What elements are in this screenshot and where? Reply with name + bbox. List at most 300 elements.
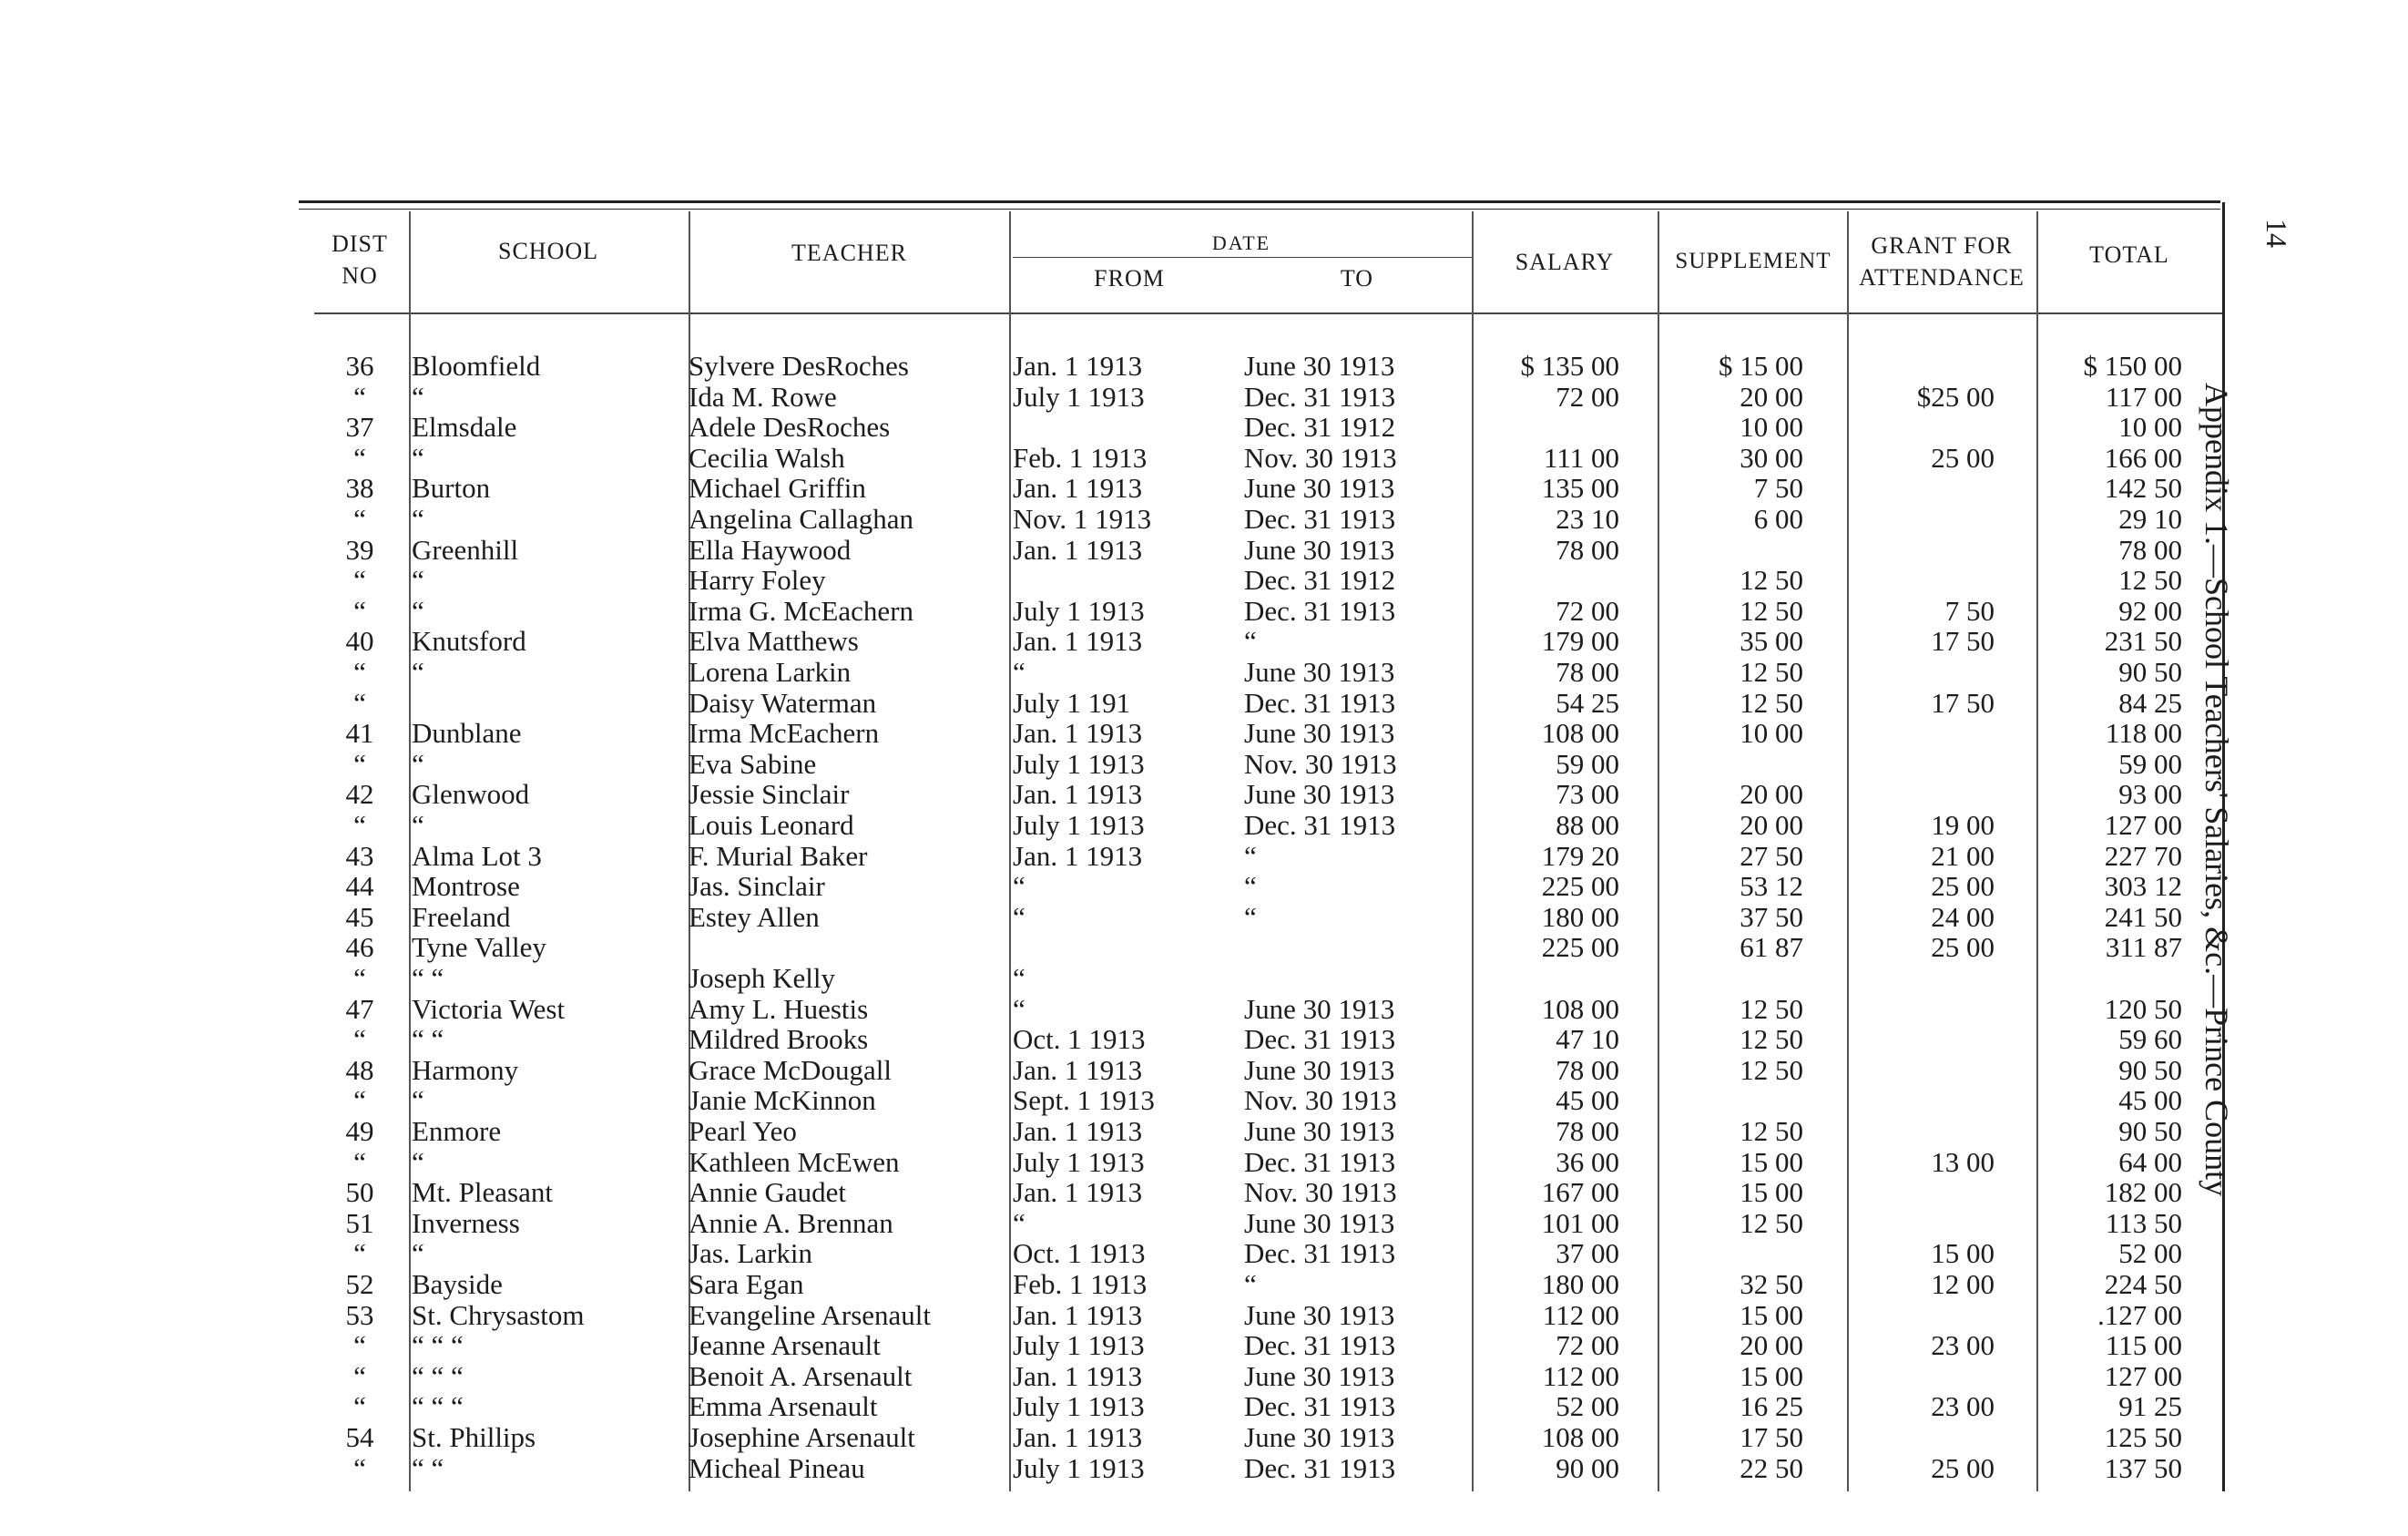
cell-salary: 225 00 xyxy=(1541,931,1619,964)
cell-school: Dunblane xyxy=(412,717,522,750)
cell-grant: 12 00 xyxy=(1931,1268,1995,1300)
cell-from: July 1 1913 xyxy=(1013,1451,1145,1484)
cell-from: Oct. 1 1913 xyxy=(1013,1237,1146,1270)
cell-total: 113 50 xyxy=(2105,1206,2182,1239)
cell-total: 117 00 xyxy=(2105,380,2182,413)
cell-grant: 23 00 xyxy=(1931,1390,1995,1423)
cell-school: “ “ “ xyxy=(412,1359,464,1392)
cell-school: Burton xyxy=(412,472,491,505)
cell-salary: 179 20 xyxy=(1541,839,1619,872)
cell-from: Jan. 1 1913 xyxy=(1013,1115,1143,1147)
cell-supplement: 10 00 xyxy=(1740,717,1803,750)
cell-school: Victoria West xyxy=(412,992,566,1025)
header-salary: SALARY xyxy=(1515,249,1615,275)
cell-salary: 112 00 xyxy=(1542,1359,1619,1392)
cell-grant: 15 00 xyxy=(1931,1237,1995,1270)
cell-salary: 23 10 xyxy=(1556,503,1619,535)
cell-total: 142 50 xyxy=(2104,472,2182,505)
cell-teacher: Annie Gaudet xyxy=(689,1176,847,1209)
cell-from: Jan. 1 1913 xyxy=(1013,350,1143,382)
header-from: FROM xyxy=(1094,265,1165,292)
cell-school: Montrose xyxy=(412,870,520,903)
cell-total: 137 50 xyxy=(2104,1451,2182,1484)
cell-school: Bloomfield xyxy=(412,350,541,382)
cell-supplement: 20 00 xyxy=(1740,1329,1803,1362)
cell-teacher: Jessie Sinclair xyxy=(689,778,850,811)
cell-teacher: Josephine Arsenault xyxy=(689,1421,915,1453)
cell-to: “ xyxy=(1244,900,1257,933)
cell-supplement: 12 50 xyxy=(1740,1053,1803,1086)
cell-salary: 180 00 xyxy=(1541,1268,1619,1300)
cell-from: Sept. 1 1913 xyxy=(1013,1084,1155,1117)
cell-from: Nov. 1 1913 xyxy=(1013,503,1152,535)
cell-salary: 78 00 xyxy=(1556,656,1619,688)
cell-supplement: 53 12 xyxy=(1740,870,1803,903)
cell-from: “ xyxy=(1013,992,1025,1025)
cell-from: July 1 1913 xyxy=(1013,747,1145,780)
cell-salary: 101 00 xyxy=(1541,1206,1619,1239)
cell-school: “ “ “ xyxy=(412,1390,464,1423)
header-school: SCHOOL xyxy=(497,238,598,264)
cell-teacher: Lorena Larkin xyxy=(689,656,852,688)
cell-salary: 180 00 xyxy=(1541,900,1619,933)
cell-supplement: 12 50 xyxy=(1740,686,1803,719)
cell-to: “ xyxy=(1244,839,1257,872)
header-teacher: TEACHER xyxy=(791,240,907,266)
cell-from: July 1 191 xyxy=(1013,686,1131,719)
cell-teacher: Jas. Sinclair xyxy=(689,870,825,903)
cell-salary: 108 00 xyxy=(1541,1421,1619,1453)
cell-to: Dec. 31 1913 xyxy=(1244,594,1396,627)
cell-school: Enmore xyxy=(412,1115,502,1147)
cell-total: 59 60 xyxy=(2118,1023,2182,1056)
cell-salary: 90 00 xyxy=(1556,1451,1619,1484)
cell-dist: “ xyxy=(353,564,366,597)
cell-from: Jan. 1 1913 xyxy=(1013,1053,1143,1086)
cell-from: “ xyxy=(1013,900,1025,933)
cell-teacher: Kathleen McEwen xyxy=(689,1145,900,1178)
cell-from: Jan. 1 1913 xyxy=(1013,839,1143,872)
cell-grant: 25 00 xyxy=(1931,1451,1995,1484)
cell-salary: 59 00 xyxy=(1556,747,1619,780)
cell-dist: “ xyxy=(353,747,366,780)
cell-dist: “ xyxy=(353,809,366,841)
cell-total: 90 50 xyxy=(2118,1115,2182,1147)
cell-dist: 46 xyxy=(345,931,374,964)
cell-dist: 43 xyxy=(345,839,374,872)
cell-teacher: Irma McEachern xyxy=(689,717,880,750)
cell-teacher: Cecilia Walsh xyxy=(689,441,845,474)
cell-salary: 88 00 xyxy=(1556,809,1619,841)
cell-dist: “ xyxy=(353,503,366,535)
cell-dist: 40 xyxy=(345,625,374,658)
cell-dist: 45 xyxy=(345,900,374,933)
cell-supplement: 12 50 xyxy=(1740,564,1803,597)
cell-total: 93 00 xyxy=(2118,778,2182,811)
header-grant-line2: ATTENDANCE xyxy=(1859,264,2025,292)
cell-salary: 225 00 xyxy=(1541,870,1619,903)
cell-school: “ xyxy=(412,564,424,597)
header-grant-line1: GRANT FOR xyxy=(1871,232,2013,259)
cell-teacher: Annie A. Brennan xyxy=(689,1206,893,1239)
cell-supplement: $ 15 00 xyxy=(1719,350,1803,382)
cell-school: Alma Lot 3 xyxy=(412,839,542,872)
cell-salary: 73 00 xyxy=(1556,778,1619,811)
cell-to: June 30 1913 xyxy=(1244,717,1395,750)
cell-total: 231 50 xyxy=(2104,625,2182,658)
cell-school: Inverness xyxy=(412,1206,520,1239)
cell-to: June 30 1913 xyxy=(1244,992,1395,1025)
cell-from: Feb. 1 1913 xyxy=(1013,1268,1148,1300)
cell-total: $ 150 00 xyxy=(2083,350,2182,382)
cell-salary: 72 00 xyxy=(1556,380,1619,413)
cell-supplement: 22 50 xyxy=(1740,1451,1803,1484)
cell-supplement: 15 00 xyxy=(1740,1145,1803,1178)
cell-dist: “ xyxy=(353,1451,366,1484)
cell-salary: 52 00 xyxy=(1556,1390,1619,1423)
cell-school: Greenhill xyxy=(412,533,519,566)
cell-salary: 78 00 xyxy=(1556,1115,1619,1147)
header-supplement: SUPPLEMENT xyxy=(1675,249,1832,273)
cell-total: 118 00 xyxy=(2105,717,2182,750)
cell-dist: “ xyxy=(353,1084,366,1117)
cell-total: 92 00 xyxy=(2118,594,2182,627)
cell-school: “ “ xyxy=(412,1023,444,1056)
cell-salary: 54 25 xyxy=(1556,686,1619,719)
cell-to: Dec. 31 1913 xyxy=(1244,1390,1396,1423)
cell-to: Dec. 31 1913 xyxy=(1244,1023,1396,1056)
cell-dist: 47 xyxy=(345,992,374,1025)
cell-to: “ xyxy=(1244,625,1257,658)
cell-supplement: 6 00 xyxy=(1753,503,1803,535)
cell-from: Jan. 1 1913 xyxy=(1013,717,1143,750)
cell-supplement: 15 00 xyxy=(1740,1298,1803,1331)
cell-salary: 167 00 xyxy=(1541,1176,1619,1209)
cell-school: “ xyxy=(412,1145,424,1178)
cell-school: “ xyxy=(412,594,424,627)
cell-supplement: 17 50 xyxy=(1740,1421,1803,1453)
cell-to: Dec. 31 1913 xyxy=(1244,1145,1396,1178)
cell-grant: 17 50 xyxy=(1931,625,1995,658)
cell-from: Jan. 1 1913 xyxy=(1013,1421,1143,1453)
cell-to: Dec. 31 1913 xyxy=(1244,1237,1396,1270)
cell-to: Nov. 30 1913 xyxy=(1244,747,1397,780)
cell-total: 29 10 xyxy=(2118,503,2182,535)
cell-salary: 78 00 xyxy=(1556,533,1619,566)
cell-to: Nov. 30 1913 xyxy=(1244,441,1397,474)
cell-supplement: 12 50 xyxy=(1740,1206,1803,1239)
cell-dist: 39 xyxy=(345,533,374,566)
cell-supplement: 27 50 xyxy=(1740,839,1803,872)
cell-total: 64 00 xyxy=(2118,1145,2182,1178)
cell-supplement: 10 00 xyxy=(1740,411,1803,444)
cell-dist: 54 xyxy=(345,1421,374,1453)
cell-total: 303 12 xyxy=(2104,870,2182,903)
cell-to: June 30 1913 xyxy=(1244,472,1395,505)
cell-dist: 53 xyxy=(345,1298,374,1331)
cell-total: 311 87 xyxy=(2105,931,2182,964)
cell-dist: “ xyxy=(353,1145,366,1178)
cell-supplement: 16 25 xyxy=(1740,1390,1803,1423)
cell-dist: 37 xyxy=(345,411,374,444)
cell-school: “ xyxy=(412,656,424,688)
header-total: TOTAL xyxy=(2089,241,2169,268)
cell-from: “ xyxy=(1013,962,1025,994)
cell-total: 12 50 xyxy=(2118,564,2182,597)
cell-salary: 45 00 xyxy=(1556,1084,1619,1117)
cell-from: Jan. 1 1913 xyxy=(1013,533,1143,566)
cell-to: “ xyxy=(1244,1268,1257,1300)
date-sub-rule xyxy=(1013,257,1473,258)
cell-teacher: Ida M. Rowe xyxy=(689,380,837,413)
cell-supplement: 35 00 xyxy=(1740,625,1803,658)
cell-from: July 1 1913 xyxy=(1013,380,1145,413)
cell-dist: 49 xyxy=(345,1115,374,1147)
cell-dist: 38 xyxy=(345,472,374,505)
cell-from: Jan. 1 1913 xyxy=(1013,1359,1143,1392)
cell-total: 120 50 xyxy=(2104,992,2182,1025)
cell-salary: 111 00 xyxy=(1544,441,1619,474)
header-dist xyxy=(314,228,405,292)
header-to: TO xyxy=(1340,265,1374,292)
cell-from: Jan. 1 1913 xyxy=(1013,472,1143,505)
cell-total: 166 00 xyxy=(2104,441,2182,474)
cell-salary: $ 135 00 xyxy=(1520,350,1619,382)
cell-grant: 17 50 xyxy=(1931,686,1995,719)
top-rule-thin xyxy=(299,209,2220,210)
cell-total: 115 00 xyxy=(2105,1329,2182,1362)
cell-grant: 24 00 xyxy=(1931,900,1995,933)
cell-supplement: 20 00 xyxy=(1740,778,1803,811)
cell-to: June 30 1913 xyxy=(1244,1115,1395,1147)
cell-school: “ xyxy=(412,1237,424,1270)
cell-from: Oct. 1 1913 xyxy=(1013,1023,1146,1056)
cell-salary: 72 00 xyxy=(1556,1329,1619,1362)
cell-supplement: 7 50 xyxy=(1753,472,1803,505)
cell-total: 59 00 xyxy=(2118,747,2182,780)
cell-supplement: 12 50 xyxy=(1740,1023,1803,1056)
cell-from: Jan. 1 1913 xyxy=(1013,778,1143,811)
cell-dist: 52 xyxy=(345,1268,374,1300)
cell-from: Jan. 1 1913 xyxy=(1013,625,1143,658)
cell-salary: 108 00 xyxy=(1541,992,1619,1025)
cell-grant: 21 00 xyxy=(1931,839,1995,872)
cell-teacher: Angelina Callaghan xyxy=(689,503,914,535)
cell-teacher: Sylvere DesRoches xyxy=(689,350,909,382)
cell-to: June 30 1913 xyxy=(1244,350,1395,382)
cell-school: Freeland xyxy=(412,900,511,933)
cell-teacher: Amy L. Huestis xyxy=(689,992,869,1025)
cell-supplement: 61 87 xyxy=(1740,931,1803,964)
cell-grant: 25 00 xyxy=(1931,870,1995,903)
cell-teacher: Jas. Larkin xyxy=(689,1237,813,1270)
cell-teacher: Adele DesRoches xyxy=(689,411,891,444)
cell-dist: 50 xyxy=(345,1176,374,1209)
cell-grant: 19 00 xyxy=(1931,809,1995,841)
cell-supplement: 30 00 xyxy=(1740,441,1803,474)
cell-salary: 72 00 xyxy=(1556,594,1619,627)
cell-dist: “ xyxy=(353,656,366,688)
cell-school: “ xyxy=(412,1084,424,1117)
cell-total: 127 00 xyxy=(2104,809,2182,841)
cell-supplement: 20 00 xyxy=(1740,809,1803,841)
cell-teacher: Mildred Brooks xyxy=(689,1023,869,1056)
cell-from: July 1 1913 xyxy=(1013,1145,1145,1178)
cell-dist: “ xyxy=(353,1237,366,1270)
cell-to: Dec. 31 1913 xyxy=(1244,1329,1396,1362)
cell-from: Jan. 1 1913 xyxy=(1013,1298,1143,1331)
cell-school: Tyne Valley xyxy=(412,931,546,964)
cell-teacher: Ella Haywood xyxy=(689,533,852,566)
cell-supplement: 12 50 xyxy=(1740,992,1803,1025)
cell-dist: 51 xyxy=(345,1206,374,1239)
cell-dist: “ xyxy=(353,1023,366,1056)
cell-school: Bayside xyxy=(412,1268,503,1300)
cell-teacher: Estey Allen xyxy=(689,900,820,933)
cell-teacher: F. Murial Baker xyxy=(689,839,868,872)
header-dist-line1: DIST xyxy=(332,230,388,257)
cell-school: “ “ xyxy=(412,962,444,994)
cell-dist: 44 xyxy=(345,870,374,903)
cell-teacher: Louis Leonard xyxy=(689,809,854,841)
cell-teacher: Grace McDougall xyxy=(689,1053,892,1086)
cell-teacher: Daisy Waterman xyxy=(689,686,877,719)
cell-to: Dec. 31 1913 xyxy=(1244,380,1396,413)
cell-total: 10 00 xyxy=(2118,411,2182,444)
cell-from: “ xyxy=(1013,1206,1025,1239)
cell-total: 52 00 xyxy=(2118,1237,2182,1270)
cell-to: Nov. 30 1913 xyxy=(1244,1176,1397,1209)
cell-from: “ xyxy=(1013,656,1025,688)
cell-total: 241 50 xyxy=(2104,900,2182,933)
cell-to: June 30 1913 xyxy=(1244,1053,1395,1086)
cell-school: Elmsdale xyxy=(412,411,517,444)
cell-school: “ xyxy=(412,441,424,474)
cell-to: Dec. 31 1912 xyxy=(1244,411,1396,444)
cell-school: Glenwood xyxy=(412,778,530,811)
cell-salary: 112 00 xyxy=(1542,1298,1619,1331)
cell-teacher: Irma G. McEachern xyxy=(689,594,914,627)
cell-to: June 30 1913 xyxy=(1244,1359,1395,1392)
cell-supplement: 15 00 xyxy=(1740,1176,1803,1209)
cell-total: 45 00 xyxy=(2118,1084,2182,1117)
cell-grant: 23 00 xyxy=(1931,1329,1995,1362)
cell-dist: “ xyxy=(353,1359,366,1392)
cell-to: Nov. 30 1913 xyxy=(1244,1084,1397,1117)
cell-school: “ xyxy=(412,747,424,780)
cell-total: 84 25 xyxy=(2118,686,2182,719)
cell-to: “ xyxy=(1244,870,1257,903)
cell-from: July 1 1913 xyxy=(1013,1329,1145,1362)
cell-to: Dec. 31 1913 xyxy=(1244,809,1396,841)
cell-to: June 30 1913 xyxy=(1244,1298,1395,1331)
cell-school: “ xyxy=(412,809,424,841)
cell-total: 227 70 xyxy=(2104,839,2182,872)
cell-total: 91 25 xyxy=(2118,1390,2182,1423)
cell-school: Harmony xyxy=(412,1053,519,1086)
cell-to: June 30 1913 xyxy=(1244,1206,1395,1239)
cell-dist: “ xyxy=(353,1390,366,1423)
col-rule-4 xyxy=(1472,211,1474,1491)
cell-dist: 36 xyxy=(345,350,374,382)
cell-grant: 13 00 xyxy=(1931,1145,1995,1178)
cell-to: Dec. 31 1913 xyxy=(1244,503,1396,535)
cell-teacher: Jeanne Arsenault xyxy=(689,1329,881,1362)
cell-from: “ xyxy=(1013,870,1025,903)
cell-teacher: Pearl Yeo xyxy=(689,1115,797,1147)
cell-grant: 25 00 xyxy=(1931,441,1995,474)
cell-to: Dec. 31 1913 xyxy=(1244,1451,1396,1484)
cell-total: .127 00 xyxy=(2097,1298,2182,1331)
cell-salary: 78 00 xyxy=(1556,1053,1619,1086)
cell-from: July 1 1913 xyxy=(1013,809,1145,841)
cell-grant: 7 50 xyxy=(1944,594,1995,627)
page-number: 14 xyxy=(2260,219,2293,248)
cell-dist: “ xyxy=(353,686,366,719)
cell-dist: 41 xyxy=(345,717,374,750)
top-rule xyxy=(299,200,2220,203)
cell-teacher: Harry Foley xyxy=(689,564,826,597)
cell-to: Dec. 31 1913 xyxy=(1244,686,1396,719)
cell-salary: 135 00 xyxy=(1541,472,1619,505)
cell-teacher: Michael Griffin xyxy=(689,472,866,505)
cell-total: 182 00 xyxy=(2104,1176,2182,1209)
cell-school: St. Chrysastom xyxy=(412,1298,585,1331)
side-title: Appendix 1.—School Teachers' Salaries, &c.—Prince County xyxy=(2199,383,2235,1197)
cell-supplement: 15 00 xyxy=(1740,1359,1803,1392)
cell-school: St. Phillips xyxy=(412,1421,536,1453)
cell-total: 125 50 xyxy=(2104,1421,2182,1453)
cell-salary: 37 00 xyxy=(1556,1237,1619,1270)
cell-salary: 36 00 xyxy=(1556,1145,1619,1178)
col-rule-3 xyxy=(1009,211,1011,1491)
cell-teacher: Emma Arsenault xyxy=(689,1390,878,1423)
cell-school: Mt. Pleasant xyxy=(412,1176,553,1209)
cell-school: Knutsford xyxy=(412,625,526,658)
cell-total: 90 50 xyxy=(2118,1053,2182,1086)
cell-to: June 30 1913 xyxy=(1244,778,1395,811)
cell-supplement: 12 50 xyxy=(1740,1115,1803,1147)
cell-dist: 48 xyxy=(345,1053,374,1086)
cell-supplement: 32 50 xyxy=(1740,1268,1803,1300)
cell-supplement: 12 50 xyxy=(1740,656,1803,688)
cell-dist: 42 xyxy=(345,778,374,811)
cell-total: 127 00 xyxy=(2104,1359,2182,1392)
cell-to: Dec. 31 1912 xyxy=(1244,564,1396,597)
cell-from: Feb. 1 1913 xyxy=(1013,441,1148,474)
cell-school: “ “ xyxy=(412,1451,444,1484)
cell-salary: 108 00 xyxy=(1541,717,1619,750)
cell-teacher: Joseph Kelly xyxy=(689,962,836,994)
cell-teacher: Benoit A. Arsenault xyxy=(689,1359,913,1392)
cell-supplement: 12 50 xyxy=(1740,594,1803,627)
header-rule xyxy=(314,312,2222,314)
cell-to: June 30 1913 xyxy=(1244,1421,1395,1453)
header-grant xyxy=(1849,230,2035,293)
cell-school: “ “ “ xyxy=(412,1329,464,1362)
cell-salary: 47 10 xyxy=(1556,1023,1619,1056)
cell-to: June 30 1913 xyxy=(1244,656,1395,688)
cell-salary: 179 00 xyxy=(1541,625,1619,658)
cell-total: 90 50 xyxy=(2118,656,2182,688)
cell-dist: “ xyxy=(353,441,366,474)
cell-grant: $25 00 xyxy=(1916,380,1995,413)
col-rule-1 xyxy=(409,211,411,1491)
cell-teacher: Evangeline Arsenault xyxy=(689,1298,931,1331)
cell-teacher: Janie McKinnon xyxy=(689,1084,876,1117)
cell-to: June 30 1913 xyxy=(1244,533,1395,566)
cell-from: July 1 1913 xyxy=(1013,1390,1145,1423)
